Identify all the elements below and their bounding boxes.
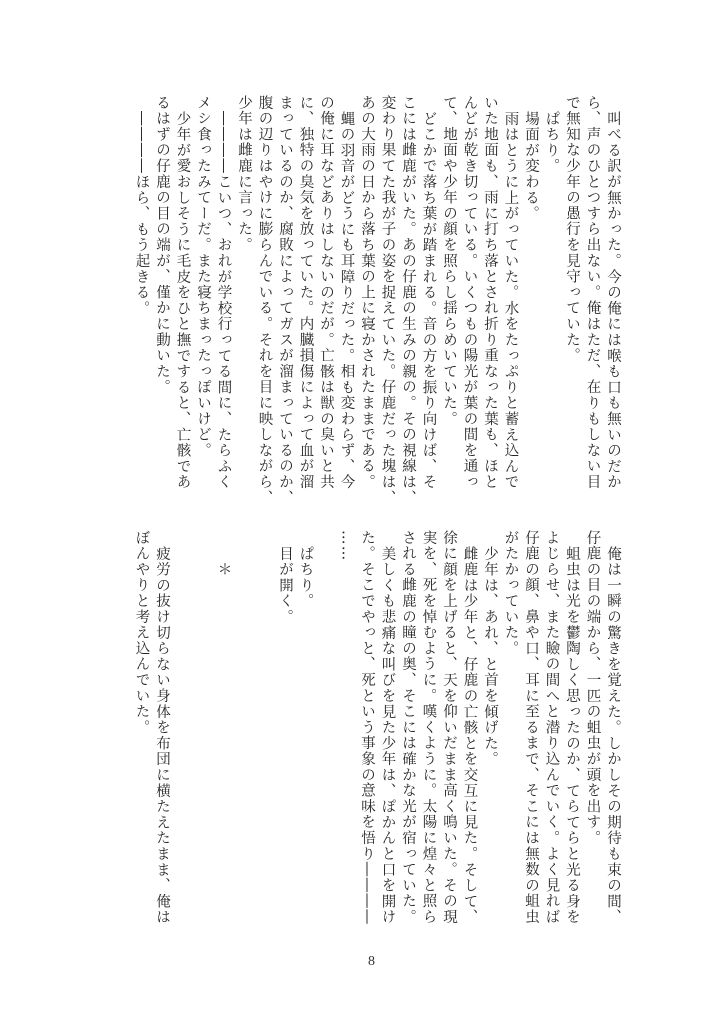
page-number: 8 <box>368 954 375 969</box>
text-line: 雌鹿は少年と、仔鹿の亡骸とを交互に見た。そして、 <box>461 545 478 925</box>
text-line: の俺に耳などありはしないのだが。亡骸は獣の臭いと共 <box>318 95 334 490</box>
text-line: で無知な少年の愚行を見守っていた。 <box>564 95 580 364</box>
text-line: あの大雨の日から落ち葉の上に寝かされたままである。 <box>359 95 375 490</box>
text-line: 蛆虫は光を鬱陶しく思ったのか、てらてらと光る身を <box>564 545 580 925</box>
text-line: るはずの仔鹿の目の端が、僅かに動いた。 <box>154 95 170 396</box>
text-line: て、地面や少年の顔を照らし揺らめいていた。 <box>441 95 457 427</box>
text-line: んどが乾き切っている。いくつもの陽光が葉の間を通っ <box>461 95 478 490</box>
text-line: 仔鹿の顔、鼻や口、耳に至るまで、そこには無数の蛆虫 <box>523 530 539 925</box>
text-line: 実を、死を悼むように。嘆くように。太陽に煌々と照ら <box>420 530 437 925</box>
text-line: 変わり果てた我が子の姿を捉えていた。仔鹿だった塊は、 <box>379 95 396 506</box>
text-line: どこかで落ち葉が踏まれる。音の方を振り向けば、そ <box>420 110 437 490</box>
text-line: 少年が愛おしそうに毛皮をひと撫ですると、亡骸であ <box>174 110 191 490</box>
text-line: た。そこでやっと、死という事象の意味を悟り―――― <box>359 530 375 925</box>
text-line: がたかっていた。 <box>502 530 519 657</box>
text-line: 少年は雌鹿に言った。 <box>236 95 252 253</box>
text-line: 徐に顔を上げると、天を仰いだまま高く鳴いた。その現 <box>441 530 457 925</box>
text-line: ら、声のひとつすら出ない。俺はただ、在りもしない目 <box>584 95 601 490</box>
text-line: ぱちり。 <box>297 545 314 609</box>
text-line: 場面が変わる。 <box>523 110 539 222</box>
text-line: 腹の辺りはやけに膨らんでいる。それを目に映しながら、 <box>256 95 273 506</box>
text-line: 少年は、あれ、と首を傾げた。 <box>482 545 498 767</box>
ellipsis-line: …… <box>338 530 355 562</box>
text-line: よじらせ、また瞼の間へと潜り込んでいく。よく見れば <box>543 530 560 925</box>
text-line: こには雌鹿がいた。あの仔鹿の生みの親の。その視線は、 <box>400 95 416 506</box>
text-line: 美しくも悲痛な叫びを見た少年は、ぽかんと口を開け <box>379 545 396 925</box>
text-line: ぱちり。 <box>543 110 560 174</box>
dialogue-line: ――――こいつ、おれが学校行ってる間に、たらふく <box>215 110 232 490</box>
text-line: いた地面も、雨に打ち落とされ折り重なった葉も、ほと <box>482 95 498 490</box>
dialogue-line: ――――ほら、もう起きる。 <box>133 110 150 317</box>
text-line: まっているのか、腐敗によってガスが溜まっているのか、 <box>277 95 293 506</box>
text-line: 目が開く。 <box>277 545 293 625</box>
text-line: 仔鹿の目の端から、一匹の蛆虫が頭を出す。 <box>584 530 601 846</box>
text-line: される雌鹿の瞳の奥、そこには確かな光が宿っていた。 <box>400 530 416 925</box>
text-line: 疲労の抜け切らない身体を布団に横たえたまま、俺は <box>154 545 170 925</box>
text-line: ぼんやりと考え込んでいた。 <box>133 530 150 736</box>
dialogue-line: メシ食ったみてーだ。また寝ちまったっぽいけど。 <box>195 95 211 459</box>
text-line: 雨はとうに上がっていた。水をたっぷりと蓄え込んで <box>502 110 519 490</box>
section-break-asterisk: ＊ <box>215 561 232 578</box>
text-line: に、独特の臭気を放っていた。内臓損傷によって血が溜 <box>297 95 314 490</box>
text-line: 俺は一瞬の驚きを覚えた。しかしその期待も束の間、 <box>605 545 621 925</box>
text-line: 蝿の羽音がどうにも耳障りだった。相も変わらず、今 <box>338 110 355 490</box>
text-line: 叫べる訳が無かった。今の俺には喉も口も無いのだか <box>605 110 621 490</box>
